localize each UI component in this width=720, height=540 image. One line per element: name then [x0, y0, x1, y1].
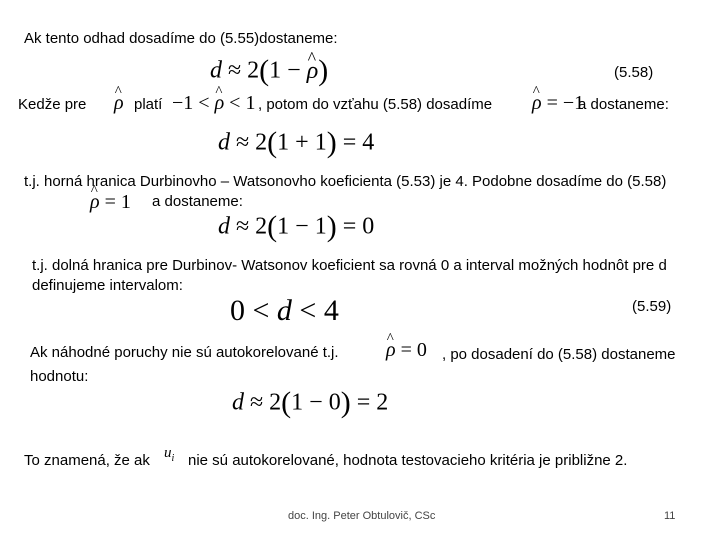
znamena-text: To znamená, že ak: [24, 452, 150, 469]
plati-text: platí: [134, 96, 163, 113]
equation-d-equals-4: d ≈ 2(1 + 1) = 4: [218, 126, 375, 159]
equation-d-equals-2: d ≈ 2(1 − 0) = 2: [232, 386, 389, 419]
rho-equals-minus-one: ^ ρ = −1: [532, 93, 584, 113]
po-dosadeni-text: , po dosadení do (5.58) dostaneme hodnotu:: [30, 346, 676, 385]
kedze-pre-text: Kedže pre: [18, 96, 87, 113]
nie-su-text: nie sú autokorelované, hodnota testovacieho kritéria je približne 2.: [188, 452, 628, 469]
horna-hranica-text: t.j. horná hranica Durbinovho – Watsonovho koeficienta (5.53) je 4. Podobne dosadíme do (5.58): [24, 173, 667, 190]
a-dostaneme-text-2: a dostaneme:: [152, 193, 243, 210]
rho-equals-zero: ^ ρ = 0: [386, 340, 427, 360]
equation-d-approx: d ≈ 2(1 − ^ ρ): [210, 56, 328, 86]
intro-text: Ak tento odhad dosadíme do (5.55)dostaneme:: [24, 30, 338, 47]
a-dostaneme-text: a dostaneme:: [578, 96, 669, 113]
rho-hat-symbol: ^ ρ: [114, 93, 124, 113]
equation-d-equals-0: d ≈ 2(1 − 1) = 0: [218, 210, 375, 243]
nahodne-text: Ak náhodné poruchy nie sú autokorelované t.j.: [30, 344, 339, 361]
footer-author: doc. Ing. Peter Obtulovič, CSc: [288, 510, 436, 522]
footer-page-number: 11: [664, 510, 676, 522]
interval-d: 0 < d < 4: [230, 294, 339, 327]
potom-text: , potom do vzťahu (5.58) dosadíme: [258, 96, 493, 113]
dolna-hranica-text: t.j. dolná hranica pre Durbinov- Watsonov koeficient sa rovná 0 a interval možných hodnôt pre d definujeme intervalom:: [32, 257, 667, 294]
inequality-rho: −1 < ^ ρ < 1: [172, 93, 255, 113]
rho-equals-one: ^ ρ = 1: [90, 192, 131, 212]
u-i-symbol: $u_i$: [164, 445, 175, 464]
equation-label-558: (5.58): [614, 64, 654, 81]
equation-label-559: (5.59): [632, 298, 672, 315]
